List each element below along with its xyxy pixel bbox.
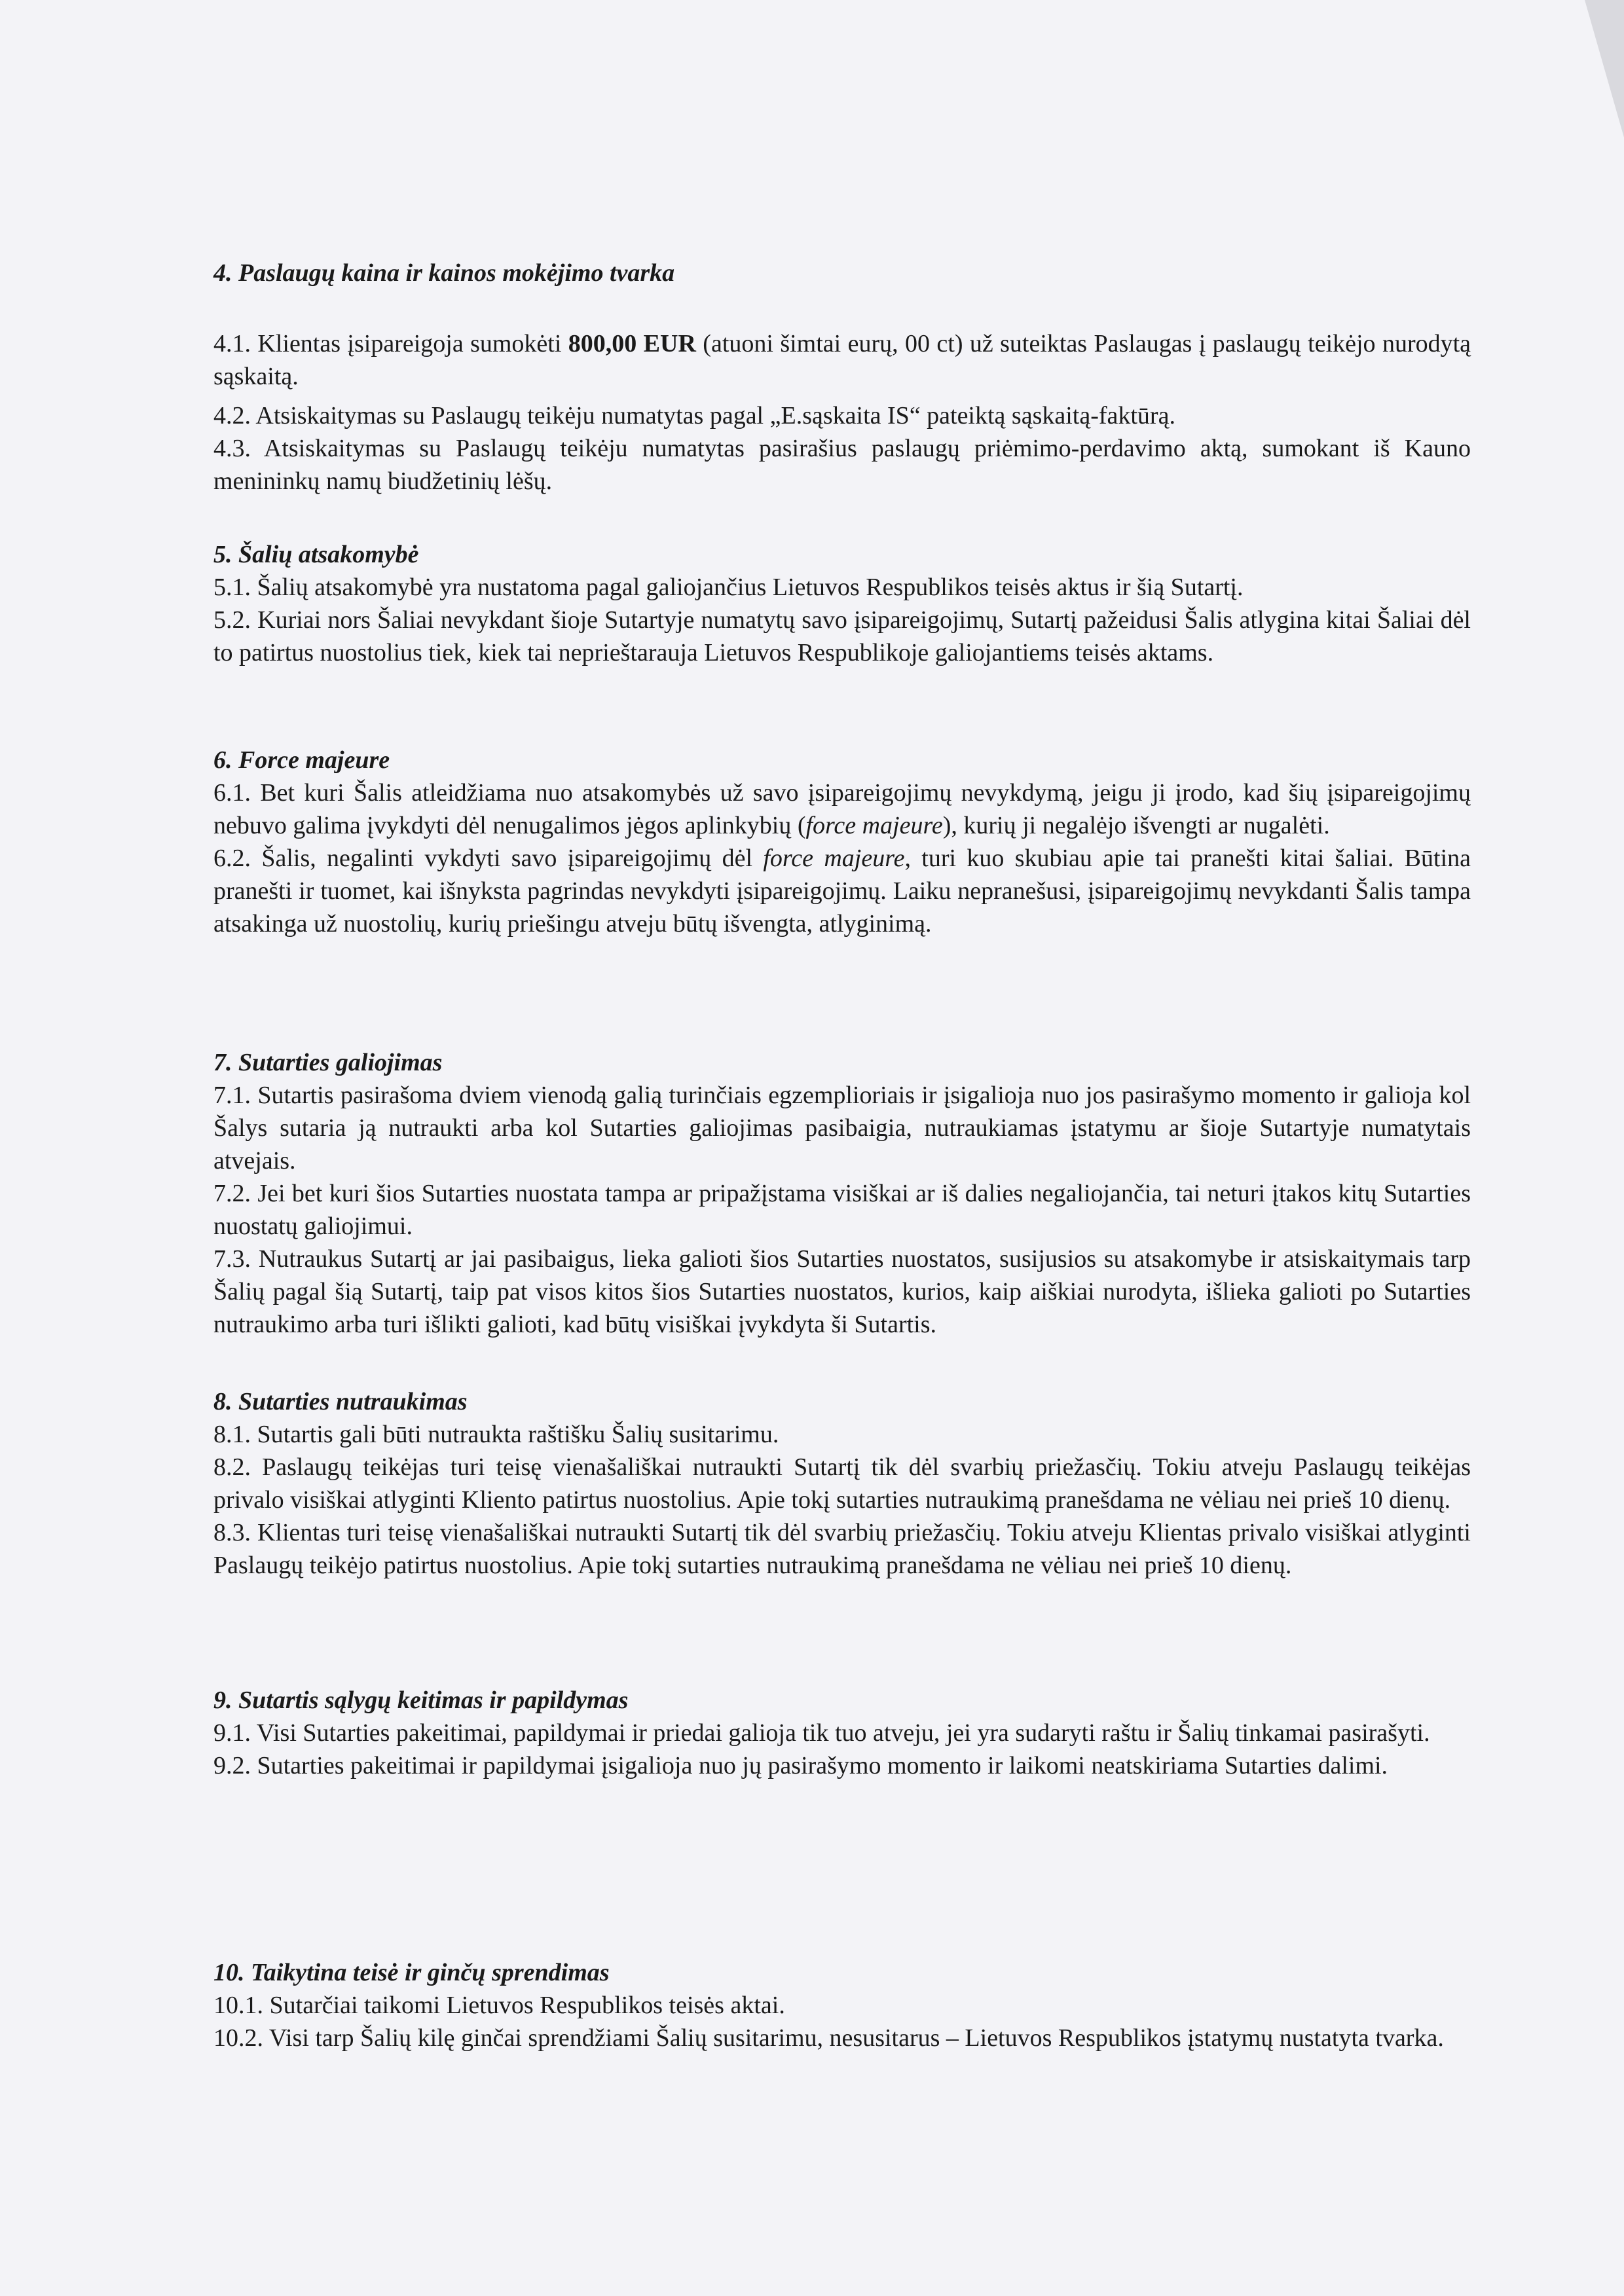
section-heading: 6. Force majeure	[213, 746, 390, 774]
clause-text: 4.1. Klientas įsipareigoja sumokėti	[213, 330, 568, 357]
section-5	[213, 538, 1471, 669]
section-6	[213, 744, 1471, 940]
section-heading: 5. Šalių atsakomybė	[213, 541, 419, 568]
clause-8-1: 8.1. Sutartis gali būti nutraukta raštišku Šalių susitarimu.	[213, 1421, 779, 1448]
section-9	[213, 1684, 1471, 1782]
clause-7-2: 7.2. Jei bet kuri šios Sutarties nuostata tampa ar pripažįstama visiškai ar iš dalies negaliojančia, tai neturi įtakos kitų Sutarties nuostatų galiojimui.	[213, 1180, 1471, 1240]
clause-4-2: 4.2. Atsiskaitymas su Paslaugų teikėju numatytas pagal „E.sąskaita IS“ pateiktą sąskaitą-faktūrą.	[213, 402, 1175, 429]
clause-9-1: 9.1. Visi Sutarties pakeitimai, papildymai ir priedai galioja tik tuo atveju, jei yra sudaryti raštu ir Šalių tinkamai pasirašyti.	[213, 1719, 1430, 1747]
clause-7-1: 7.1. Sutartis pasirašoma dviem vienodą galią turinčiais egzemplioriais ir įsigalioja nuo jos pasirašymo momento ir galioja kol Šalys sutaria ją nutraukti arba kol Sutarties galiojimas pasibaigia, nutraukiamas įstatymu ar šioje Sutartyje numatytais atvejais.	[213, 1082, 1471, 1175]
clause-4-3: 4.3. Atsiskaitymas su Paslaugų teikėju numatytas pasirašius paslaugų priėmimo-perdavimo aktą, sumokant iš Kauno menininkų namų biudžetinių lėšų.	[213, 435, 1471, 495]
section-heading: 7. Sutarties galiojimas	[213, 1049, 443, 1076]
scanned-page-corner	[1585, 0, 1624, 137]
section-10	[213, 1956, 1471, 2054]
clause-8-2: 8.2. Paslaugų teikėjas turi teisę vienašališkai nutraukti Sutartį tik dėl svarbių priežasčių. Tokiu atveju Paslaugų teikėjas privalo visiškai atlyginti Kliento patirtus nuostolius. Apie tokį sutarties nutraukimą pranešdama ne vėliau nei prieš 10 dienų.	[213, 1453, 1471, 1514]
clause-text: 6.2. Šalis, negalinti vykdyti savo įsipareigojimų dėl	[213, 845, 764, 872]
clause-8-3: 8.3. Klientas turi teisę vienašališkai nutraukti Sutartį tik dėl svarbių priežasčių. Tokiu atveju Klientas privalo visiškai atlyginti Paslaugų teikėjo patirtus nuostolius. Apie tokį sutarties nutraukimą pranešdama ne vėliau nei prieš 10 dienų.	[213, 1519, 1471, 1579]
clause-7-3: 7.3. Nutraukus Sutartį ar jai pasibaigus, lieka galioti šios Sutarties nuostatos, susijusios su atsakomybe ir atsiskaitymais tarp Šalių pagal šią Sutartį, taip pat visos kitos šios Sutarties nuostatos, kurios, kaip aiškiai nurodyta, išlieka galioti po Sutarties nutraukimo arba turi išlikti galioti, kad būtų visiškai įvykdyta ši Sutartis.	[213, 1245, 1471, 1338]
clause-term: force majeure	[805, 812, 943, 839]
price-amount: 800,00 EUR	[568, 330, 696, 357]
section-8	[213, 1385, 1471, 1582]
clause-text: 6.1. Bet kuri Šalis atleidžiama nuo atsakomybės už savo įsipareigojimų nevykdymą, jeigu ji įrodo, kad šių įsipareigojimų nebuvo galima įvykdyti dėl nenugalimos jėgos aplinkybių (	[213, 779, 1471, 839]
clause-6-1	[213, 776, 1471, 842]
clause-6-2	[213, 842, 1471, 940]
section-7	[213, 1046, 1471, 1341]
clause-9-2: 9.2. Sutarties pakeitimai ir papildymai įsigalioja nuo jų pasirašymo momento ir laikomi neatskiriama Sutarties dalimi.	[213, 1752, 1388, 1779]
section-heading: 8. Sutarties nutraukimas	[213, 1388, 468, 1415]
section-4	[213, 257, 1471, 498]
clause-text: , turi kuo skubiau apie tai pranešti kitai šaliai. Būtina pranešti ir tuomet, kai išnyksta pagrindas nevykdyti įsipareigojimų. Laiku nepranešusi, įsipareigojimų nevykdanti Šalis tampa atsakinga už nuostolių, kurių priešingu atveju būtų išvengta, atlyginimą.	[213, 845, 1471, 938]
clause-5-2: 5.2. Kuriai nors Šaliai nevykdant šioje Sutartyje numatytų savo įsipareigojimų, Sutartį pažeidusi Šalis atlygina kitai Šaliai dėl to patirtus nuostolius tiek, kiek tai neprieštarauja Lietuvos Respublikoje galiojantiems teisės aktams.	[213, 606, 1471, 666]
clause-term: force majeure	[763, 845, 905, 872]
clause-4-1	[213, 327, 1471, 393]
section-heading: 4. Paslaugų kaina ir kainos mokėjimo tvarka	[213, 259, 675, 287]
clause-10-1: 10.1. Sutarčiai taikomi Lietuvos Respublikos teisės aktai.	[213, 1992, 785, 2019]
clause-5-1: 5.1. Šalių atsakomybė yra nustatoma pagal galiojančius Lietuvos Respublikos teisės aktus ir šią Sutartį.	[213, 574, 1244, 601]
section-heading: 9. Sutartis sąlygų keitimas ir papildymas	[213, 1686, 629, 1714]
clause-text: ), kurių ji negalėjo išvengti ar nugalėti.	[942, 812, 1330, 839]
section-heading: 10. Taikytina teisė ir ginčų sprendimas	[213, 1959, 610, 1986]
clause-10-2: 10.2. Visi tarp Šalių kilę ginčai sprendžiami Šalių susitarimu, nesusitarus – Lietuvos Respublikos įstatymų nustatyta tvarka.	[213, 2024, 1444, 2052]
clause-text: (atuoni šimtai eurų, 00 ct) už suteiktas Paslaugas į paslaugų teikėjo nurodytą sąskaitą.	[213, 330, 1471, 390]
